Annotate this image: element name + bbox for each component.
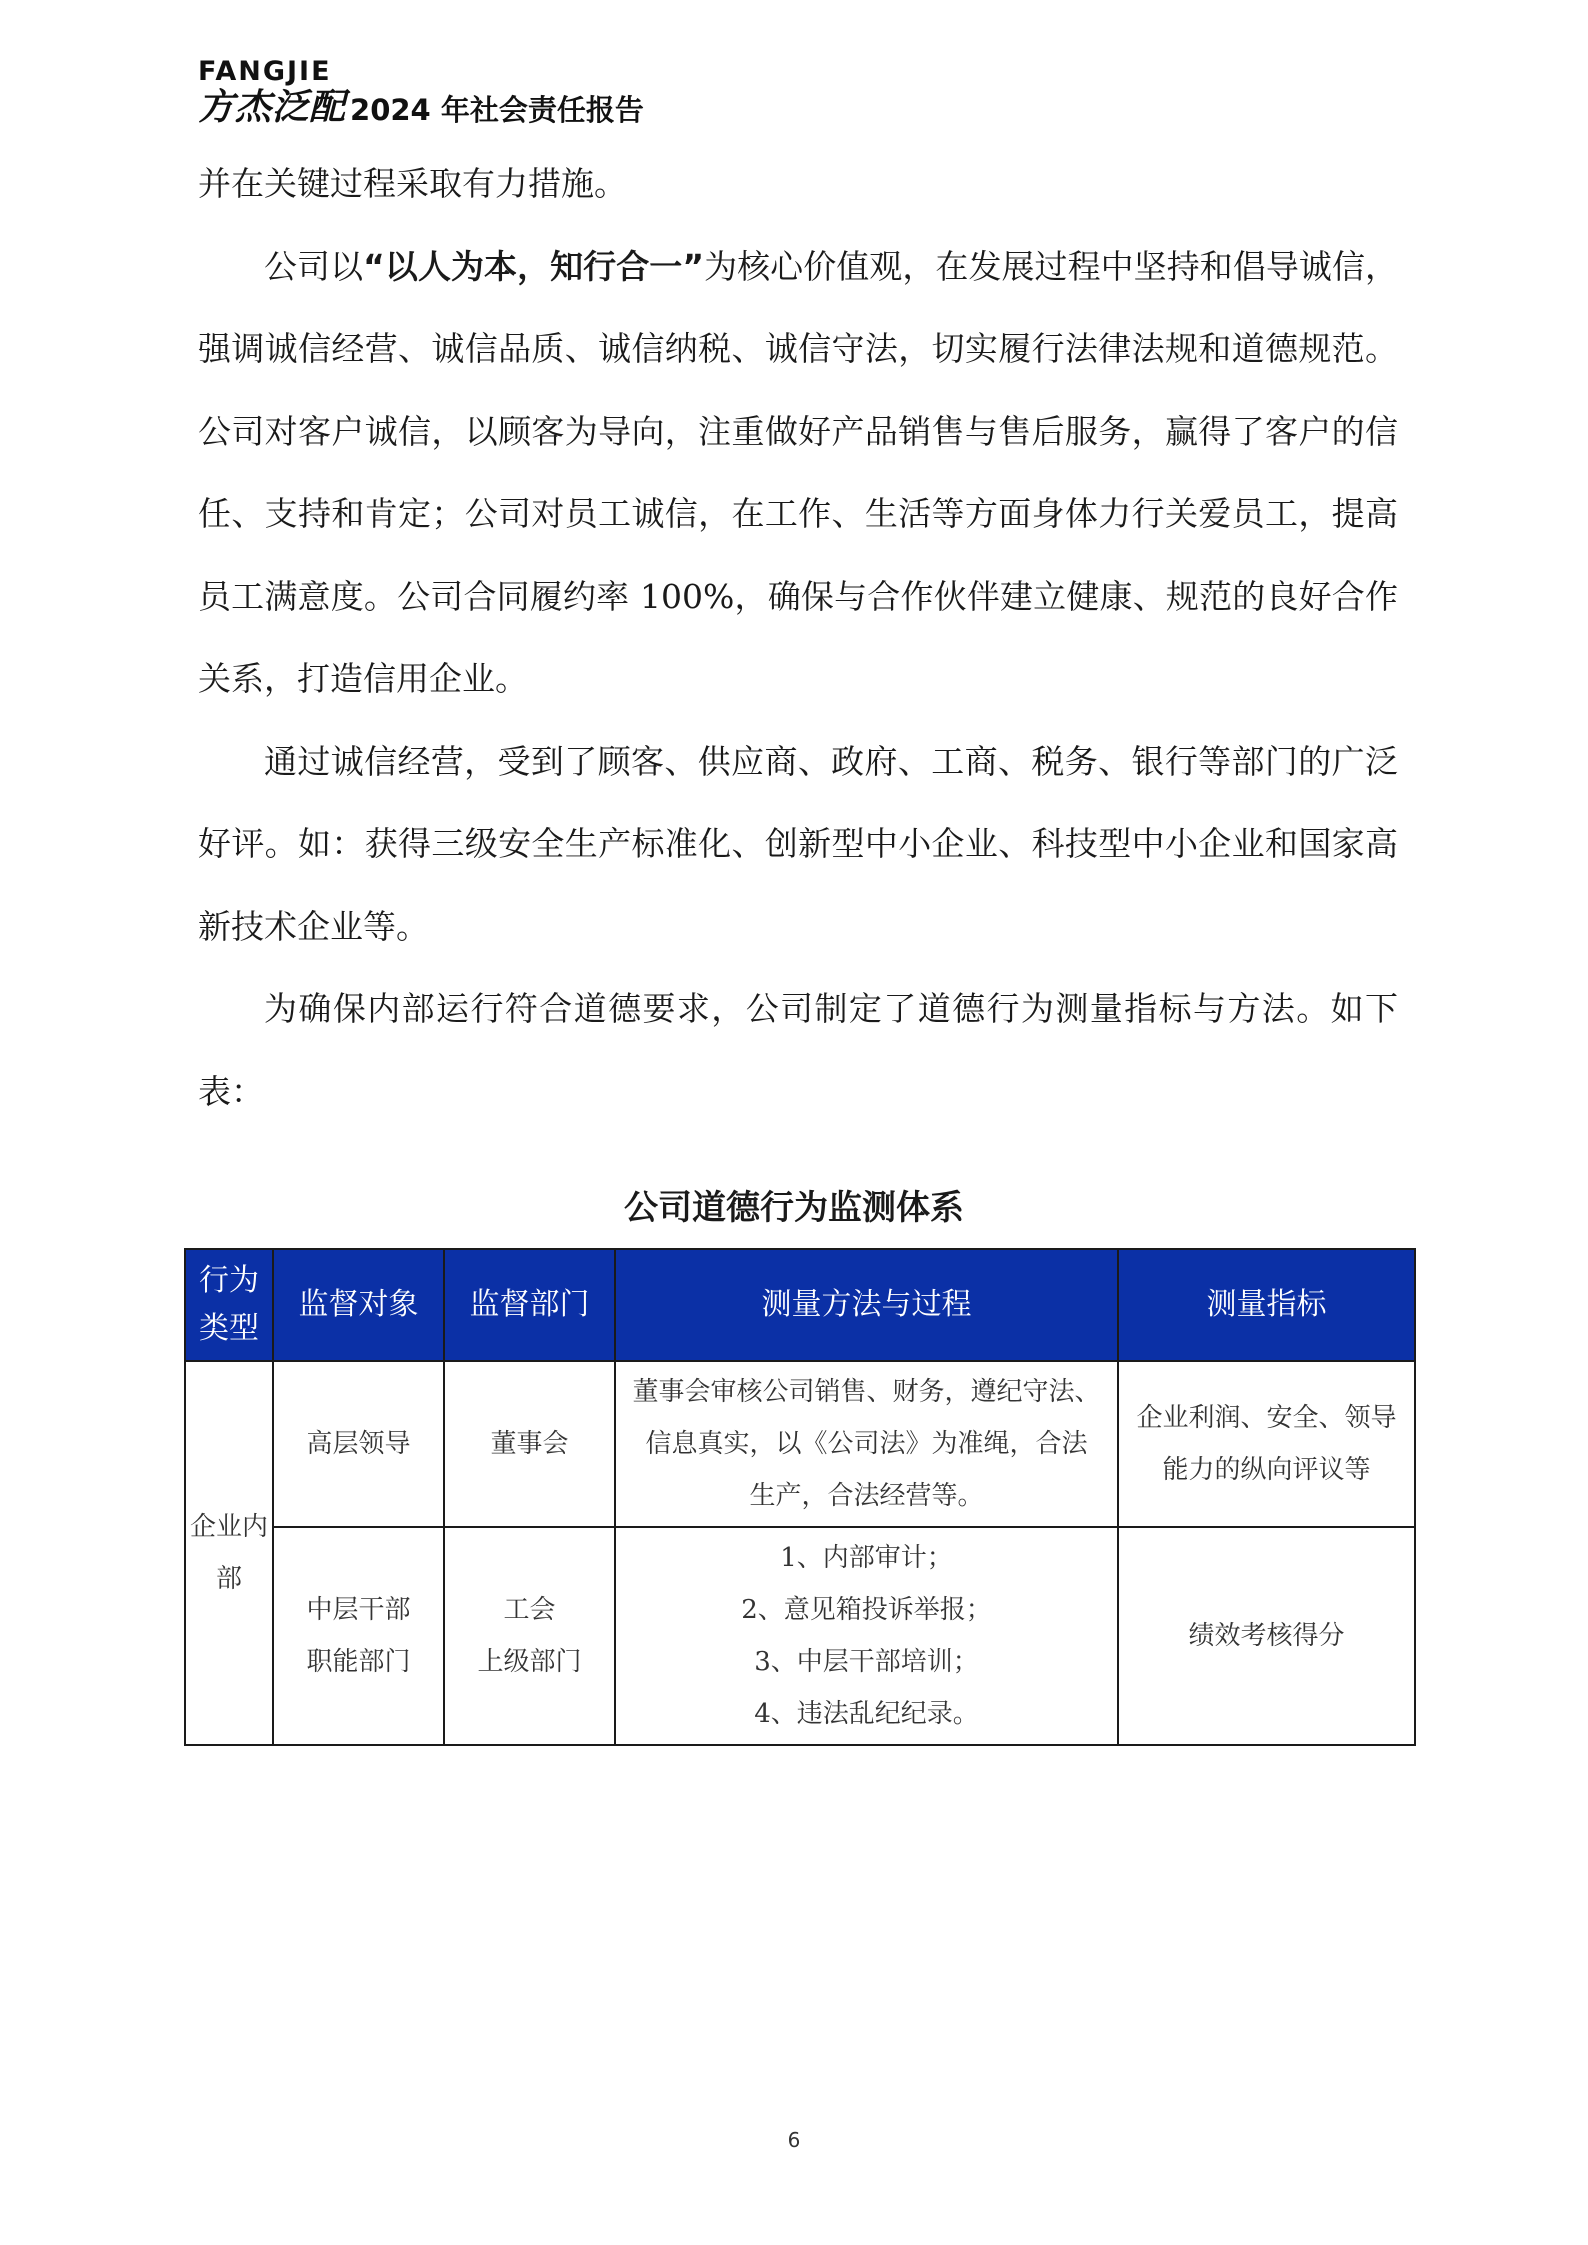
paragraph-table-intro: 为确保内部运行符合道德要求，公司制定了道德行为测量指标与方法。如下表：: [198, 989, 1398, 1111]
cell-object: [273, 1361, 444, 1527]
cell-text: 部: [215, 1564, 242, 1594]
cell-text: 董事会: [490, 1429, 569, 1459]
cell-text: 董事会审核公司销售、财务，遵纪守法、: [632, 1377, 1101, 1407]
cell-text: 4、违法乱纪纪录。: [754, 1699, 979, 1729]
paragraph-text: 公司以: [264, 246, 364, 286]
cell-indicator: [1118, 1527, 1415, 1745]
cell-indicator: [1118, 1361, 1415, 1527]
body-text: [198, 143, 1398, 1133]
paragraph-text: 为核心价值观，在发展过程中坚持和倡导诚信，强调诚信经营、诚信品质、诚信纳税、诚信守法，切实履行法律法规和道德规范。公司对客户诚信，以顾客为导向，注重做好产品销售与售后服务，赢得了客户的信任、支持和肯定；公司对员工诚信，在工作、生活等方面身体力行关爱员工，提高员工满意度。公司合同履约率 100%，确保与合作伙伴建立健康、规范的良好合作关系，打造信用企业。: [198, 246, 1399, 698]
header-supervising-dept: 监督部门: [444, 1249, 615, 1361]
page-number: 6: [787, 2128, 801, 2152]
cell-text: 1、内部审计；: [780, 1543, 953, 1573]
company-logo-english: FANGJIE: [198, 56, 332, 87]
ethics-monitoring-table: [184, 1248, 1416, 1746]
cell-text: 企业内: [189, 1512, 268, 1542]
cell-text: 企业利润、安全、领导: [1136, 1403, 1397, 1433]
cell-department: [444, 1361, 615, 1527]
cell-text: 上级部门: [477, 1647, 582, 1677]
paragraph-continuation: 并在关键过程采取有力措施。: [198, 164, 627, 203]
page-header: [198, 58, 644, 128]
cell-text: 高层领导: [306, 1429, 411, 1459]
cell-text: 生产，合法经营等。: [749, 1481, 984, 1511]
cell-department: [444, 1527, 615, 1745]
cell-text: 职能部门: [306, 1647, 411, 1677]
header-measurement-method: 测量方法与过程: [615, 1249, 1118, 1361]
paragraph-core-values: [198, 226, 1398, 721]
cell-behavior-type: [185, 1361, 273, 1745]
paragraph-recognition: 通过诚信经营，受到了顾客、供应商、政府、工商、税务、银行等部门的广泛好评。如：获得三级安全生产标准化、创新型中小企业、科技型中小企业和国家高新技术企业等。: [198, 741, 1398, 946]
table-header-row: [185, 1249, 1415, 1361]
header-measurement-indicator: 测量指标: [1118, 1249, 1415, 1361]
cell-text: 绩效考核得分: [1188, 1621, 1345, 1651]
header-behavior-type: [185, 1249, 273, 1361]
cell-text: 3、中层干部培训；: [754, 1647, 979, 1677]
header-supervised-object: 监督对象: [273, 1249, 444, 1361]
cell-text: 工会: [503, 1595, 556, 1625]
cell-text: 中层干部: [306, 1595, 411, 1625]
cell-text: 能力的纵向评议等: [1162, 1455, 1371, 1485]
table-row: [185, 1527, 1415, 1745]
company-logo-chinese: 方杰泛配: [198, 87, 347, 128]
cell-object: [273, 1527, 444, 1745]
core-values-slogan: “以人为本，知行合一”: [363, 246, 705, 286]
header-text: 行为: [199, 1263, 259, 1298]
table-row: [185, 1361, 1415, 1527]
header-text: 类型: [199, 1311, 259, 1346]
report-title: 2024 年社会责任报告: [350, 93, 644, 127]
cell-text: 2、意见箱投诉举报；: [741, 1595, 992, 1625]
header-row: [198, 88, 644, 128]
cell-method: [615, 1361, 1118, 1527]
cell-text: 信息真实，以《公司法》为准绳，合法: [645, 1429, 1088, 1459]
cell-method: [615, 1527, 1118, 1745]
table-title: 公司道德行为监测体系: [624, 1188, 964, 1228]
